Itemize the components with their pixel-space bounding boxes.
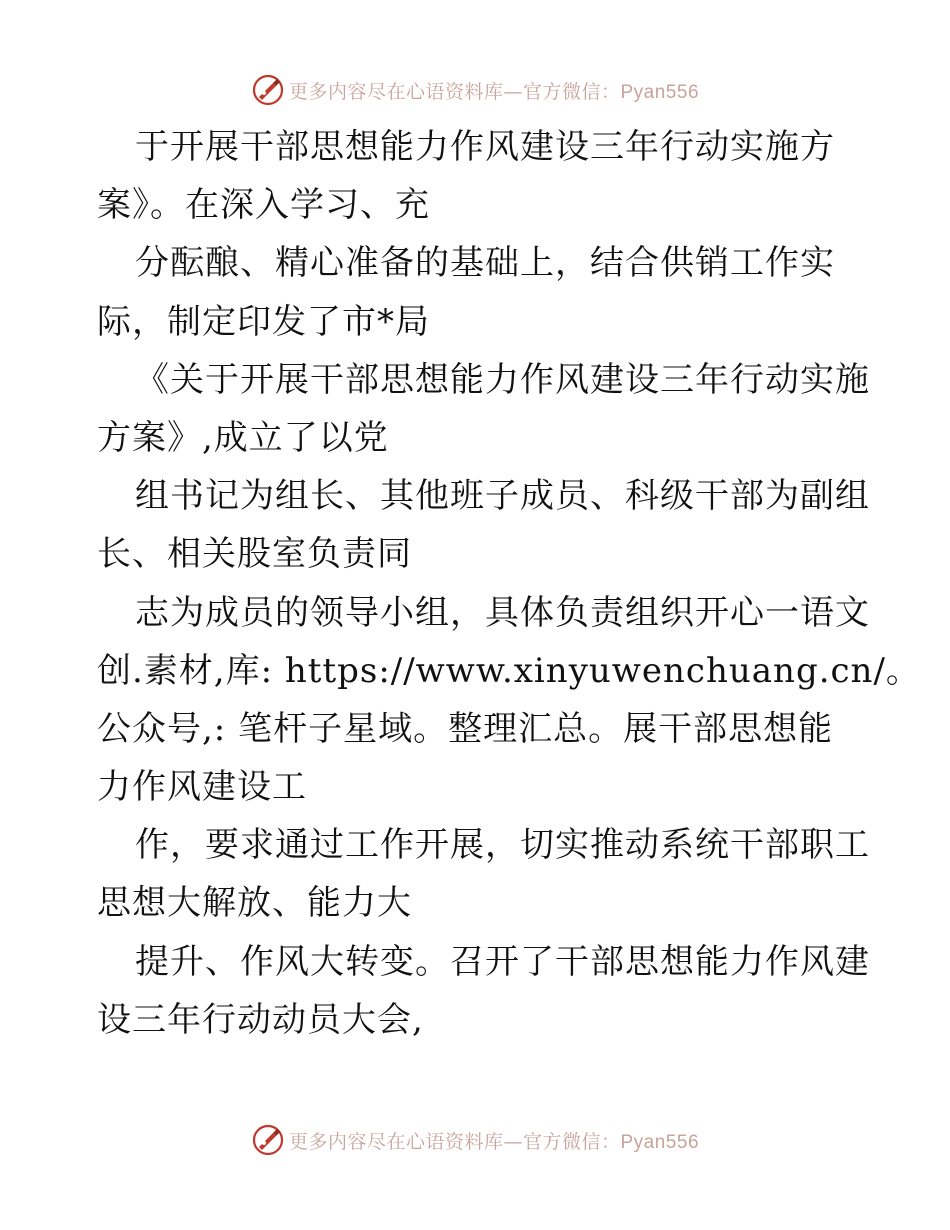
body-line: 于开展干部思想能力作风建设三年行动实施方 — [135, 127, 835, 167]
header-banner — [0, 70, 950, 110]
body-line: 提升、作风大转变。召开了干部思想能力作风建 — [135, 941, 870, 982]
body-line: 力作风建设工 — [97, 767, 307, 808]
body-line: 创.素材,库: https://www.xinyuwenchuang.cn/。 — [97, 650, 921, 691]
body-line: 案》。在深入学习、充 — [97, 185, 430, 226]
footer-banner-text: 更多内容尽在心语资料库—官方微信：Pyan556 — [288, 1130, 700, 1153]
pen-logo-icon — [251, 73, 285, 107]
document-body — [97, 118, 921, 1049]
body-line: 长、相关股室负责同 — [97, 534, 412, 575]
header-banner-text: 更多内容尽在心语资料库—官方微信：Pyan556 — [288, 80, 700, 103]
pen-logo-icon — [251, 1123, 285, 1157]
footer-banner — [0, 1120, 950, 1160]
body-line: 《关于开展干部思想能力作风建设三年行动实施 — [135, 359, 870, 400]
body-line: 分酝酿、精心准备的基础上，结合供销工作实 — [135, 243, 835, 284]
body-line: 组书记为组长、其他班子成员、科级干部为副组 — [135, 476, 870, 517]
body-line: 作，要求通过工作开展，切实推动系统干部职工 — [135, 825, 870, 866]
body-line: 际，制定印发了市*局 — [97, 301, 430, 342]
body-line: 志为成员的领导小组，具体负责组织开心一语文 — [135, 592, 870, 633]
body-line: 设三年行动动员大会, — [97, 999, 424, 1040]
body-line: 方案》,成立了以党 — [97, 417, 389, 458]
body-line: 思想大解放、能力大 — [97, 883, 412, 924]
body-line: 公众号,: 笔杆子星域。整理汇总。展干部思想能 — [97, 708, 834, 749]
